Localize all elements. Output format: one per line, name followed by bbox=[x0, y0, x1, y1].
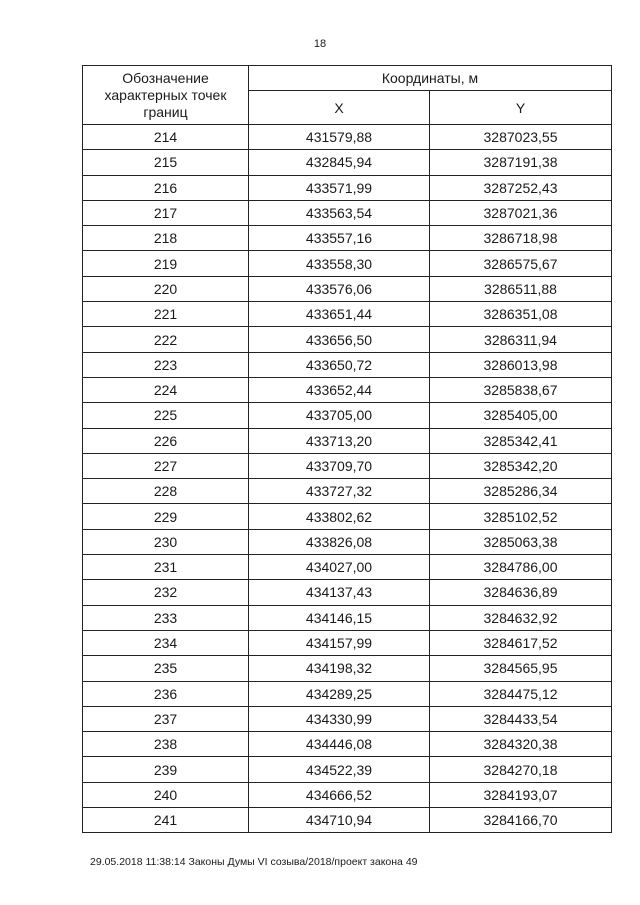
y-coordinate-cell: 3285286,34 bbox=[430, 479, 612, 504]
point-id-cell: 233 bbox=[83, 605, 249, 630]
x-coordinate-cell: 433557,16 bbox=[249, 226, 430, 251]
table-row bbox=[83, 529, 612, 554]
y-coordinate-cell: 3284193,07 bbox=[430, 782, 612, 807]
x-coordinate-cell: 433650,72 bbox=[249, 352, 430, 377]
y-coordinate-cell: 3284632,92 bbox=[430, 605, 612, 630]
y-coordinate-cell: 3286575,67 bbox=[430, 251, 612, 276]
table-row bbox=[83, 125, 612, 150]
table-header bbox=[83, 66, 612, 125]
point-id-cell: 232 bbox=[83, 580, 249, 605]
y-coordinate-cell: 3284475,12 bbox=[430, 681, 612, 706]
x-coordinate-cell: 434157,99 bbox=[249, 630, 430, 655]
point-id-cell: 220 bbox=[83, 276, 249, 301]
table-row bbox=[83, 226, 612, 251]
header-y: Y bbox=[430, 91, 612, 125]
x-coordinate-cell: 433571,99 bbox=[249, 175, 430, 200]
point-id-cell: 215 bbox=[83, 150, 249, 175]
y-coordinate-cell: 3285102,52 bbox=[430, 504, 612, 529]
point-id-cell: 222 bbox=[83, 327, 249, 352]
y-coordinate-cell: 3286311,94 bbox=[430, 327, 612, 352]
y-coordinate-cell: 3285342,41 bbox=[430, 428, 612, 453]
y-coordinate-cell: 3284786,00 bbox=[430, 555, 612, 580]
point-id-cell: 237 bbox=[83, 706, 249, 731]
x-coordinate-cell: 434137,43 bbox=[249, 580, 430, 605]
table-row bbox=[83, 479, 612, 504]
y-coordinate-cell: 3284617,52 bbox=[430, 630, 612, 655]
table-row bbox=[83, 757, 612, 782]
x-coordinate-cell: 434522,39 bbox=[249, 757, 430, 782]
y-coordinate-cell: 3284433,54 bbox=[430, 706, 612, 731]
y-coordinate-cell: 3286351,08 bbox=[430, 302, 612, 327]
y-coordinate-cell: 3284636,89 bbox=[430, 580, 612, 605]
point-id-cell: 224 bbox=[83, 377, 249, 402]
y-coordinate-cell: 3287191,38 bbox=[430, 150, 612, 175]
y-coordinate-cell: 3285063,38 bbox=[430, 529, 612, 554]
y-coordinate-cell: 3285342,20 bbox=[430, 453, 612, 478]
x-coordinate-cell: 433656,50 bbox=[249, 327, 430, 352]
table-row bbox=[83, 580, 612, 605]
y-coordinate-cell: 3286013,98 bbox=[430, 352, 612, 377]
table-row bbox=[83, 377, 612, 402]
x-coordinate-cell: 433713,20 bbox=[249, 428, 430, 453]
table-row bbox=[83, 732, 612, 757]
table-row bbox=[83, 428, 612, 453]
x-coordinate-cell: 433709,70 bbox=[249, 453, 430, 478]
y-coordinate-cell: 3287023,55 bbox=[430, 125, 612, 150]
table-row bbox=[83, 630, 612, 655]
table-row bbox=[83, 175, 612, 200]
table-row bbox=[83, 276, 612, 301]
point-id-cell: 238 bbox=[83, 732, 249, 757]
table-row bbox=[83, 605, 612, 630]
point-id-cell: 227 bbox=[83, 453, 249, 478]
table-row bbox=[83, 403, 612, 428]
table-row bbox=[83, 504, 612, 529]
y-coordinate-cell: 3285405,00 bbox=[430, 403, 612, 428]
y-coordinate-cell: 3285838,67 bbox=[430, 377, 612, 402]
y-coordinate-cell: 3284565,95 bbox=[430, 656, 612, 681]
x-coordinate-cell: 434666,52 bbox=[249, 782, 430, 807]
x-coordinate-cell: 434027,00 bbox=[249, 555, 430, 580]
point-id-cell: 214 bbox=[83, 125, 249, 150]
table-row bbox=[83, 681, 612, 706]
point-id-cell: 225 bbox=[83, 403, 249, 428]
table-row bbox=[83, 200, 612, 225]
x-coordinate-cell: 433652,44 bbox=[249, 377, 430, 402]
table-body bbox=[83, 125, 612, 833]
table-row bbox=[83, 656, 612, 681]
x-coordinate-cell: 433705,00 bbox=[249, 403, 430, 428]
point-id-cell: 230 bbox=[83, 529, 249, 554]
x-coordinate-cell: 433651,44 bbox=[249, 302, 430, 327]
table-row bbox=[83, 782, 612, 807]
x-coordinate-cell: 434446,08 bbox=[249, 732, 430, 757]
x-coordinate-cell: 433576,06 bbox=[249, 276, 430, 301]
table-row bbox=[83, 302, 612, 327]
table-row bbox=[83, 555, 612, 580]
page-number: 18 bbox=[313, 38, 327, 50]
table-row bbox=[83, 352, 612, 377]
x-coordinate-cell: 434198,32 bbox=[249, 656, 430, 681]
point-id-cell: 231 bbox=[83, 555, 249, 580]
table-row bbox=[83, 327, 612, 352]
point-id-cell: 219 bbox=[83, 251, 249, 276]
coordinates-table bbox=[82, 65, 612, 833]
x-coordinate-cell: 433558,30 bbox=[249, 251, 430, 276]
point-id-cell: 234 bbox=[83, 630, 249, 655]
point-id-cell: 226 bbox=[83, 428, 249, 453]
point-id-cell: 236 bbox=[83, 681, 249, 706]
y-coordinate-cell: 3287021,36 bbox=[430, 200, 612, 225]
y-coordinate-cell: 3284320,38 bbox=[430, 732, 612, 757]
x-coordinate-cell: 433826,08 bbox=[249, 529, 430, 554]
point-id-cell: 216 bbox=[83, 175, 249, 200]
point-id-cell: 241 bbox=[83, 808, 249, 833]
footer-document-stamp: 29.05.2018 11:38:14 Законы Думы VI созыва/2018/проект закона 49 bbox=[90, 856, 418, 868]
header-point-designation: Обозначение характерных точек границ bbox=[83, 66, 249, 125]
header-coordinates: Координаты, м bbox=[249, 66, 612, 91]
point-id-cell: 235 bbox=[83, 656, 249, 681]
x-coordinate-cell: 434330,99 bbox=[249, 706, 430, 731]
table-row bbox=[83, 251, 612, 276]
point-id-cell: 221 bbox=[83, 302, 249, 327]
point-id-cell: 228 bbox=[83, 479, 249, 504]
point-id-cell: 239 bbox=[83, 757, 249, 782]
x-coordinate-cell: 434289,25 bbox=[249, 681, 430, 706]
y-coordinate-cell: 3286718,98 bbox=[430, 226, 612, 251]
y-coordinate-cell: 3286511,88 bbox=[430, 276, 612, 301]
x-coordinate-cell: 433563,54 bbox=[249, 200, 430, 225]
point-id-cell: 218 bbox=[83, 226, 249, 251]
point-id-cell: 229 bbox=[83, 504, 249, 529]
table-row bbox=[83, 808, 612, 833]
x-coordinate-cell: 434146,15 bbox=[249, 605, 430, 630]
point-id-cell: 240 bbox=[83, 782, 249, 807]
point-id-cell: 217 bbox=[83, 200, 249, 225]
table-row bbox=[83, 453, 612, 478]
y-coordinate-cell: 3284166,70 bbox=[430, 808, 612, 833]
table-row bbox=[83, 150, 612, 175]
x-coordinate-cell: 434710,94 bbox=[249, 808, 430, 833]
table-row bbox=[83, 706, 612, 731]
x-coordinate-cell: 431579,88 bbox=[249, 125, 430, 150]
x-coordinate-cell: 433802,62 bbox=[249, 504, 430, 529]
x-coordinate-cell: 432845,94 bbox=[249, 150, 430, 175]
x-coordinate-cell: 433727,32 bbox=[249, 479, 430, 504]
header-x: X bbox=[249, 91, 430, 125]
y-coordinate-cell: 3284270,18 bbox=[430, 757, 612, 782]
point-id-cell: 223 bbox=[83, 352, 249, 377]
y-coordinate-cell: 3287252,43 bbox=[430, 175, 612, 200]
